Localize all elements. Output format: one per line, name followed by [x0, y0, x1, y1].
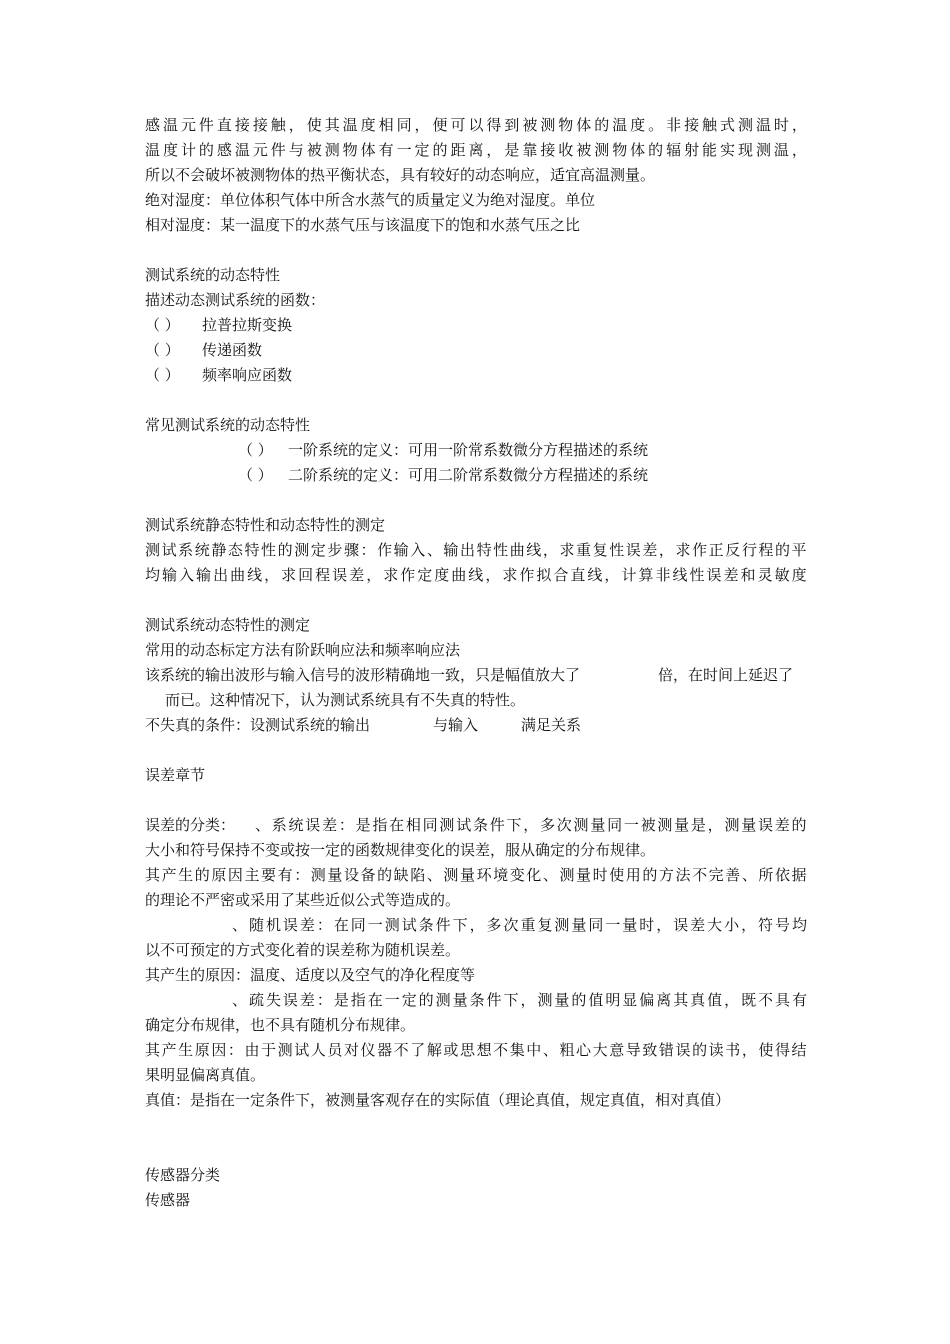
section-heading-dynamic-measure: 测试系统动态特性的测定: [145, 616, 311, 634]
waveform-text-b: 倍，在时间上延迟了: [658, 666, 794, 684]
random-error-line-1: 、 随 机 误 差 ： 在 同 一 测 试 条 件 下 ， 多 次 重 复 测 量 同 一 量 时 ， 误 差 大 小 ， 符 号 均: [232, 916, 807, 934]
static-measure-line-1: 测 试 系 统 静 态 特 性 的 测 定 步 骤 ： 作 输 入 、 输 出 特 性 曲 线 ， 求 重 复 性 误 差 ， 求 作 正 反 行 程 的 平: [145, 541, 807, 559]
distortionless-condition-a: 不失真的条件：设测试系统的输出: [145, 716, 371, 734]
error-classification-label: 误差的分类：: [145, 816, 236, 834]
list-item-laplace: 拉普拉斯变换: [202, 316, 293, 334]
systematic-error-line-2: 大小和符号保持不变或按一定的函数规律变化的误差，服从确定的分布规律。: [145, 841, 656, 859]
list-item-first-order: 一阶系统的定义：可用一阶常系数微分方程描述的系统: [288, 441, 649, 459]
list-item-frequency-response: 频率响应函数: [202, 366, 293, 384]
systematic-cause-line-1: 其 产 生 的 原 因 主 要 有 ： 测 量 设 备 的 缺 陷 、 测 量 环 境 变 化 、 测 量 时 使 用 的 方 法 不 完 善 、 所 依 据: [145, 866, 807, 884]
list-item-transfer-function: 传递函数: [202, 341, 263, 359]
gross-error-line-1: 、 疏 失 误 差 ： 是 指 在 一 定 的 测 量 条 件 下 ， 测 量 的 值 明 显 偏 离 其 真 值 ， 既 不 具 有: [232, 991, 807, 1009]
systematic-cause-line-2: 的理论不严密或采用了某些近似公式等造成的。: [145, 891, 461, 909]
list-item-mark: （ ）: [238, 441, 273, 459]
section-heading-static-measure: 测试系统静态特性和动态特性的测定: [145, 516, 386, 534]
gross-error-line-2: 确定分布规律，也不具有随机分布规律。: [145, 1016, 416, 1034]
intro-line-1: 感 温 元 件 直 接 接 触 ， 使 其 温 度 相 同 ， 便 可 以 得 到 被 测 物 体 的 温 度 。 非 接 触 式 测 温 时 ，: [145, 116, 807, 134]
section-heading-error: 误差章节: [145, 766, 206, 784]
intro-line-2: 温 度 计 的 感 温 元 件 与 被 测 物 体 有 一 定 的 距 离 ， 是 靠 接 收 被 测 物 体 的 辐 射 能 实 现 测 温 ，: [145, 141, 807, 159]
functions-label: 描述动态测试系统的函数：: [145, 291, 326, 309]
calibration-methods: 常用的动态标定方法有阶跃响应法和频率响应法: [145, 641, 461, 659]
list-item-mark: （ ）: [238, 466, 273, 484]
distortionless-condition-b: 与输入: [433, 716, 479, 734]
gross-error-cause-line-2: 果明显偏离真值。: [145, 1066, 266, 1084]
static-measure-line-2: 均 输 入 输 出 曲 线 ， 求 回 程 误 差 ， 求 作 定 度 曲 线 ， 求 作 拟 合 直 线 ， 计 算 非 线 性 误 差 和 灵 敏 度: [145, 566, 807, 584]
list-item-mark: （ ）: [145, 316, 180, 334]
random-error-cause: 其产生的原因：温度、适度以及空气的净化程度等: [145, 966, 476, 984]
waveform-text-a: 该系统的输出波形与输入信号的波形精确地一致，只是幅值放大了: [145, 666, 581, 684]
systematic-error-line-1: 、 系 统 误 差 ： 是 指 在 相 同 测 试 条 件 下 ， 多 次 测 量 同 一 被 测 量 是 ， 测 量 误 差 的: [255, 816, 807, 834]
sensor-line: 传感器: [145, 1191, 191, 1209]
gross-error-cause-line-1: 其 产 生 原 因 ： 由 于 测 试 人 员 对 仪 器 不 了 解 或 思 想 不 集 中 、 粗 心 大 意 导 致 错 误 的 读 书 ， 使 得 结: [145, 1041, 807, 1059]
absolute-humidity-definition: 绝对湿度：单位体积气体中所含水蒸气的质量定义为绝对湿度。单位: [145, 191, 596, 209]
section-heading-dynamic: 测试系统的动态特性: [145, 266, 281, 284]
section-heading-common: 常见测试系统的动态特性: [145, 416, 311, 434]
distortionless-condition-c: 满足关系: [521, 716, 582, 734]
intro-line-3: 所以不会破坏被测物体的热平衡状态，具有较好的动态响应，适宜高温测量。: [145, 166, 656, 184]
true-value-definition: 真值：是指在一定条件下，被测量客观存在的实际值（理论真值，规定真值，相对真值）: [145, 1091, 731, 1109]
list-item-second-order: 二阶系统的定义：可用二阶常系数微分方程描述的系统: [288, 466, 649, 484]
waveform-text-c: 而已。这种情况下，认为测试系统具有不失真的特性。: [165, 691, 526, 709]
list-item-mark: （ ）: [145, 341, 180, 359]
list-item-mark: （ ）: [145, 366, 180, 384]
section-heading-sensor: 传感器分类: [145, 1166, 221, 1184]
random-error-line-2: 以不可预定的方式变化着的误差称为随机误差。: [145, 941, 461, 959]
relative-humidity-definition: 相对湿度：某一温度下的水蒸气压与该温度下的饱和水蒸气压之比: [145, 216, 581, 234]
